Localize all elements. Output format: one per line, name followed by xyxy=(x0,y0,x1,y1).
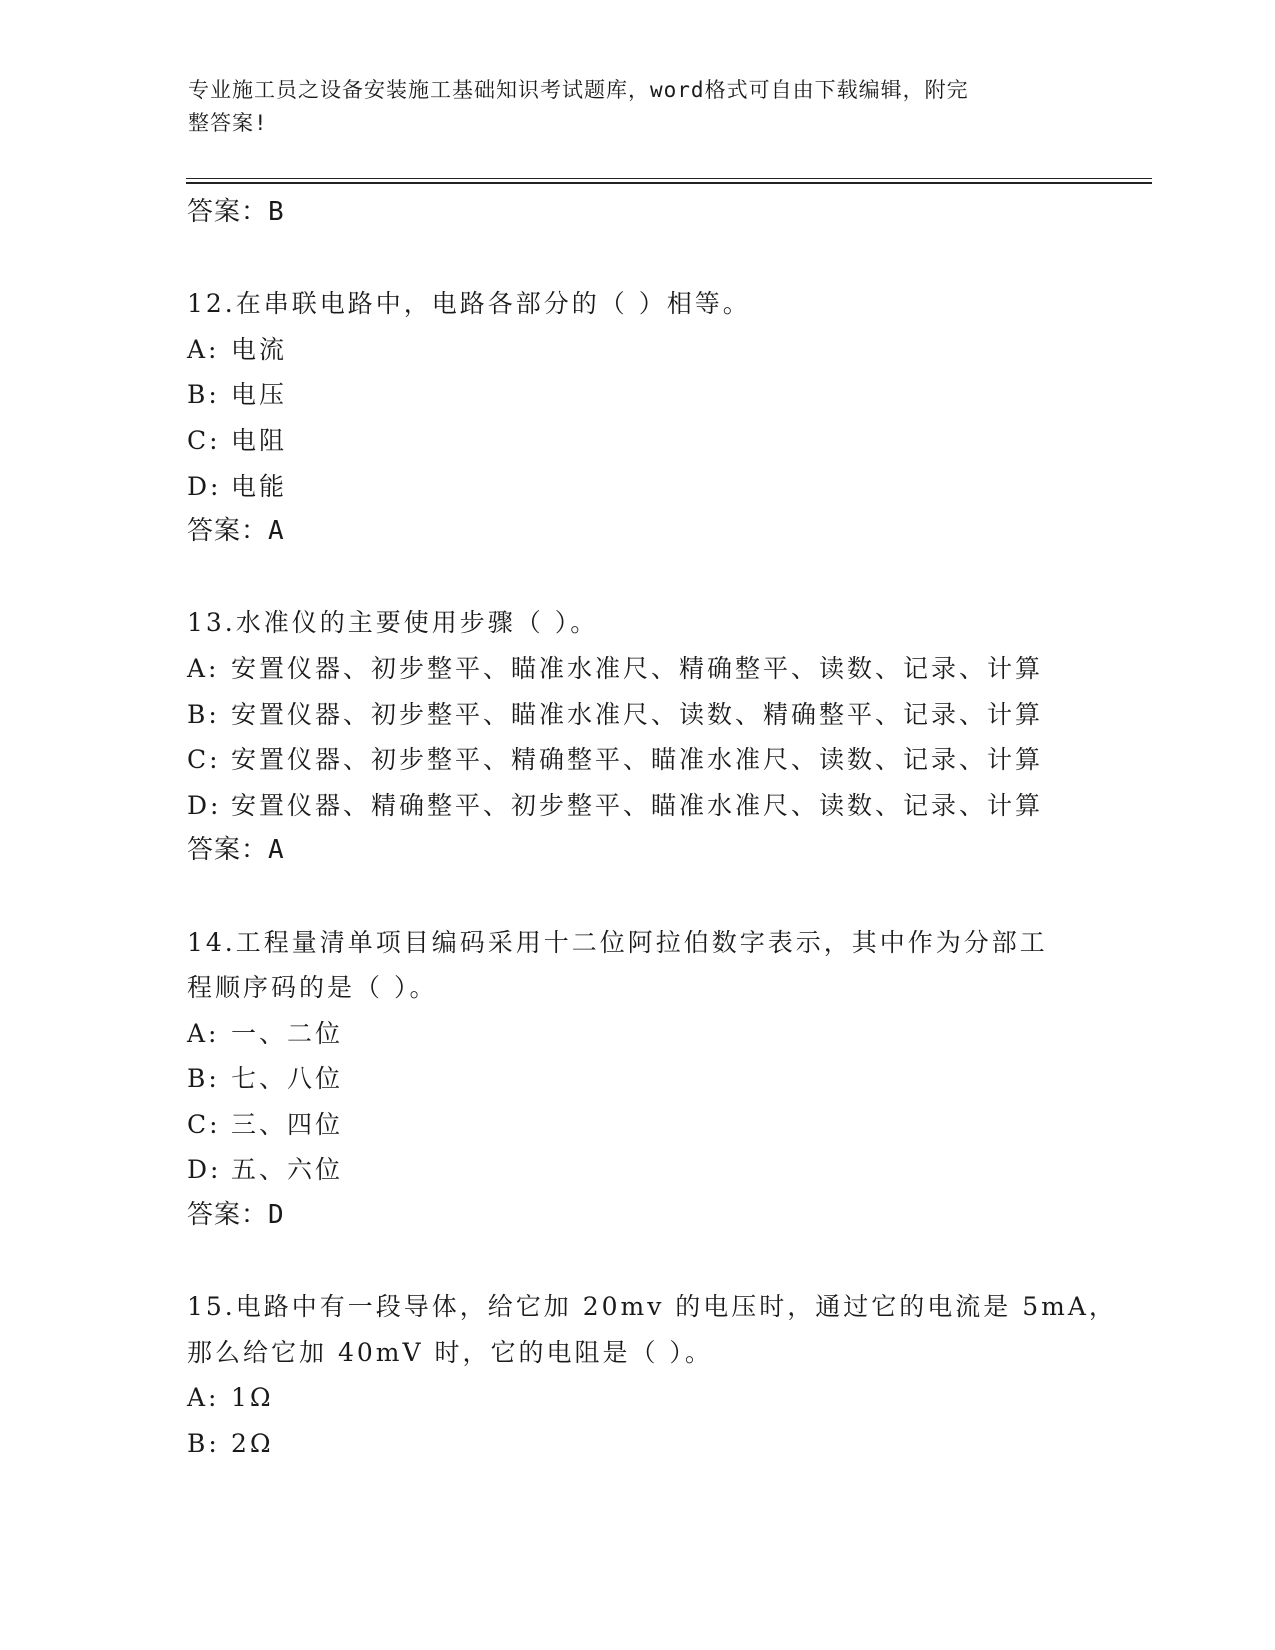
answer-option xyxy=(187,1147,1087,1193)
question-text: 15.电路中有一段导体，给它加 20mv 的电压时，通过它的电流是 5mA， xyxy=(187,1292,1117,1322)
question-text: 14.工程量清单项目编码采用十二位阿拉伯数字表示，其中作为分部工 xyxy=(187,927,1048,957)
answer-option xyxy=(187,646,1087,692)
block-spacer xyxy=(187,555,1087,601)
question-block xyxy=(187,600,1087,874)
option-text: 2Ω xyxy=(231,1429,274,1459)
header-title-line-1: 专业施工员之设备安装施工基础知识考试题库，word格式可自由下载编辑，附完 xyxy=(188,78,969,102)
option-text: 安置仪器、精确整平、初步整平、瞄准水准尺、读数、记录、计算 xyxy=(231,790,1044,820)
option-text: 电压 xyxy=(231,380,288,410)
answer-option xyxy=(187,464,1087,510)
option-key: B: xyxy=(187,1429,220,1459)
block-spacer xyxy=(187,874,1087,920)
option-key: A: xyxy=(187,653,220,683)
option-key: D: xyxy=(187,1155,222,1185)
option-text: 一、二位 xyxy=(231,1018,344,1048)
option-text: 电能 xyxy=(231,471,288,501)
question-text: 13.水准仪的主要使用步骤（ ）。 xyxy=(187,608,599,638)
option-text: 七、八位 xyxy=(231,1064,344,1094)
header-title-line-2: 整答案! xyxy=(188,111,268,135)
answer-text: 答案：A xyxy=(187,516,285,547)
question-list xyxy=(187,190,1117,1467)
answer-option xyxy=(187,692,1087,738)
header-rule-thick xyxy=(186,182,1152,184)
option-key: B: xyxy=(187,1064,220,1094)
option-key: C: xyxy=(187,1109,221,1139)
option-key: A: xyxy=(187,1018,220,1048)
option-text: 五、六位 xyxy=(231,1155,344,1185)
option-text: 安置仪器、初步整平、瞄准水准尺、精确整平、读数、记录、计算 xyxy=(231,653,1044,683)
option-text: 电阻 xyxy=(231,425,288,455)
option-text: 安置仪器、初步整平、精确整平、瞄准水准尺、读数、记录、计算 xyxy=(231,745,1044,775)
answer-text: 答案：D xyxy=(187,1200,285,1231)
question-block xyxy=(187,1284,1117,1466)
option-key: C: xyxy=(187,425,221,455)
block-spacer xyxy=(187,1239,1087,1285)
answer-option xyxy=(187,737,1087,783)
answer-option xyxy=(187,1375,1087,1421)
option-text: 安置仪器、初步整平、瞄准水准尺、读数、精确整平、记录、计算 xyxy=(231,699,1044,729)
option-key: C: xyxy=(187,745,221,775)
option-key: B: xyxy=(187,699,220,729)
question-block xyxy=(187,281,1087,555)
answer-option xyxy=(187,418,1087,464)
answer-text: 答案：B xyxy=(187,197,285,227)
answer-option xyxy=(187,1011,1087,1057)
option-key: A: xyxy=(187,334,220,364)
question-text: 12.在串联电路中，电路各部分的（ ）相等。 xyxy=(187,289,751,319)
answer-option xyxy=(187,372,1087,418)
question-block xyxy=(187,190,1087,236)
answer-option xyxy=(187,327,1087,373)
option-key: B: xyxy=(187,380,220,410)
option-key: D: xyxy=(187,790,222,820)
answer-text: 答案：A xyxy=(187,835,285,866)
document-header xyxy=(188,74,1068,140)
header-rule-thin xyxy=(186,178,1152,179)
question-text: 那么给它加 40mV 时，它的电阻是（ ）。 xyxy=(187,1337,713,1367)
option-key: A: xyxy=(187,1383,220,1413)
option-text: 三、四位 xyxy=(231,1109,344,1139)
question-block xyxy=(187,920,1087,1239)
option-key: D: xyxy=(187,471,222,501)
answer-option xyxy=(187,1421,1087,1467)
answer-option xyxy=(187,783,1087,829)
question-text: 程顺序码的是（ ）。 xyxy=(187,973,438,1003)
block-spacer xyxy=(187,236,1087,282)
answer-option xyxy=(187,1056,1087,1102)
option-text: 1Ω xyxy=(231,1383,274,1413)
answer-option xyxy=(187,1102,1087,1148)
option-text: 电流 xyxy=(231,334,288,364)
